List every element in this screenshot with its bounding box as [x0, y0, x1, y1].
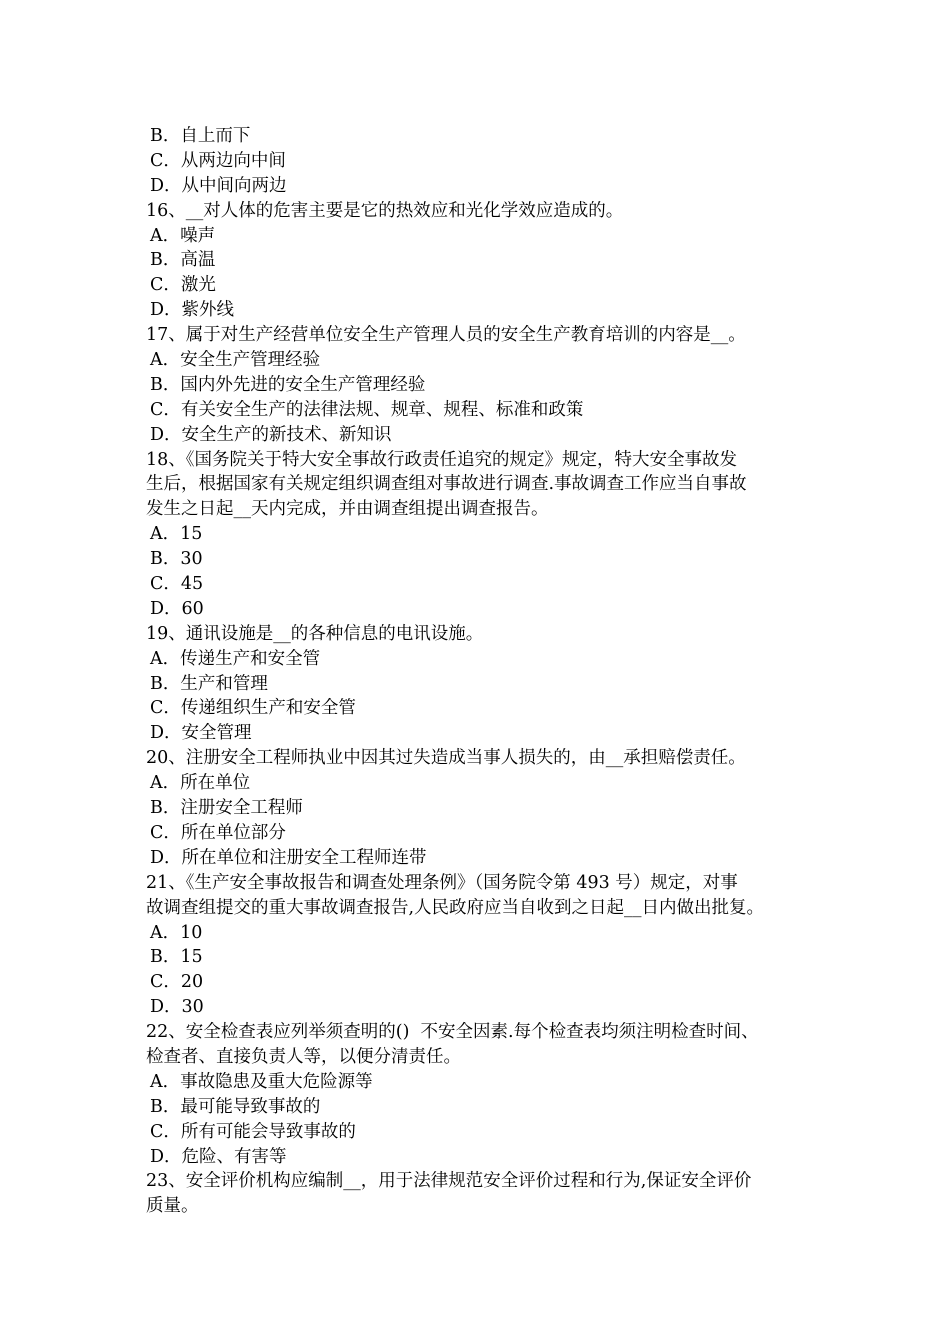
- question-text-line: 19、通讯设施是__的各种信息的电讯设施。: [146, 623, 484, 644]
- question-text-line: 发生之日起__天内完成，并由调查组提出调查报告。: [146, 499, 549, 520]
- question-text-line: 18、《国务院关于特大安全事故行政责任追究的规定》规定，特大安全事故发: [146, 449, 738, 470]
- answer-option: D．60: [150, 598, 204, 619]
- answer-option: D．30: [150, 997, 204, 1018]
- answer-option: C．传递组织生产和安全管: [150, 698, 356, 719]
- answer-option: A．15: [150, 524, 203, 545]
- answer-option: C．所在单位部分: [150, 822, 286, 843]
- question-text-line: 21、《生产安全事故报告和调查处理条例》（国务院令第 493 号）规定，对事: [146, 872, 738, 893]
- answer-option: B．国内外先进的安全生产管理经验: [150, 374, 426, 395]
- answer-option: D．安全管理: [150, 723, 252, 744]
- answer-option: B．注册安全工程师: [150, 798, 303, 819]
- question-text-line: 22、安全检查表应列举须查明的() 不安全因素.每个检查表均须注明检查时间、: [146, 1022, 759, 1043]
- answer-option: A．安全生产管理经验: [150, 350, 321, 371]
- question-text-line: 16、__对人体的危害主要是它的热效应和光化学效应造成的。: [146, 200, 624, 221]
- answer-option: B．自上而下: [150, 126, 251, 146]
- answer-option: C．有关安全生产的法律法规、规章、规程、标准和政策: [150, 399, 584, 420]
- answer-option: C．从两边向中间: [150, 150, 286, 171]
- answer-option: B．15: [150, 947, 203, 968]
- answer-option: A．10: [150, 922, 203, 943]
- answer-option: A．噪声: [150, 225, 216, 246]
- question-text-line: 生后，根据国家有关规定组织调查组对事故进行调查.事故调查工作应当自事故: [146, 474, 747, 495]
- answer-option: C．45: [150, 574, 204, 595]
- answer-option: D．从中间向两边: [150, 175, 287, 196]
- answer-option: A．传递生产和安全管: [150, 648, 321, 669]
- question-text-line: 20、注册安全工程师执业中因其过失造成当事人损失的，由__承担赔偿责任。: [146, 748, 746, 769]
- answer-option: D．危险、有害等: [150, 1146, 287, 1167]
- answer-option: B．最可能导致事故的: [150, 1096, 321, 1117]
- answer-option: B．生产和管理: [150, 673, 268, 694]
- answer-option: D．安全生产的新技术、新知识: [150, 424, 392, 445]
- answer-option: D．紫外线: [150, 300, 235, 321]
- question-text-line: 故调查组提交的重大事故调查报告,人民政府应当自收到之日起__日内做出批复。: [146, 897, 765, 918]
- answer-option: A．所在单位: [150, 773, 251, 794]
- answer-option: B．30: [150, 549, 203, 570]
- answer-option: C．20: [150, 972, 204, 993]
- question-text-line: 质量。: [146, 1196, 199, 1217]
- answer-option: B．高温: [150, 250, 216, 271]
- question-text-line: 23、安全评价机构应编制__，用于法律规范安全评价过程和行为,保证安全评价: [146, 1171, 752, 1192]
- answer-option: C．激光: [150, 275, 216, 296]
- question-text-line: 检查者、直接负责人等，以便分清责任。: [146, 1046, 461, 1067]
- question-text-line: 17、属于对生产经营单位安全生产管理人员的安全生产教育培训的内容是__。: [146, 325, 746, 346]
- answer-option: A．事故隐患及重大危险源等: [150, 1071, 373, 1092]
- document-body: [146, 124, 814, 1219]
- answer-option: C．所有可能会导致事故的: [150, 1121, 356, 1142]
- answer-option: D．所在单位和注册安全工程师连带: [150, 847, 427, 868]
